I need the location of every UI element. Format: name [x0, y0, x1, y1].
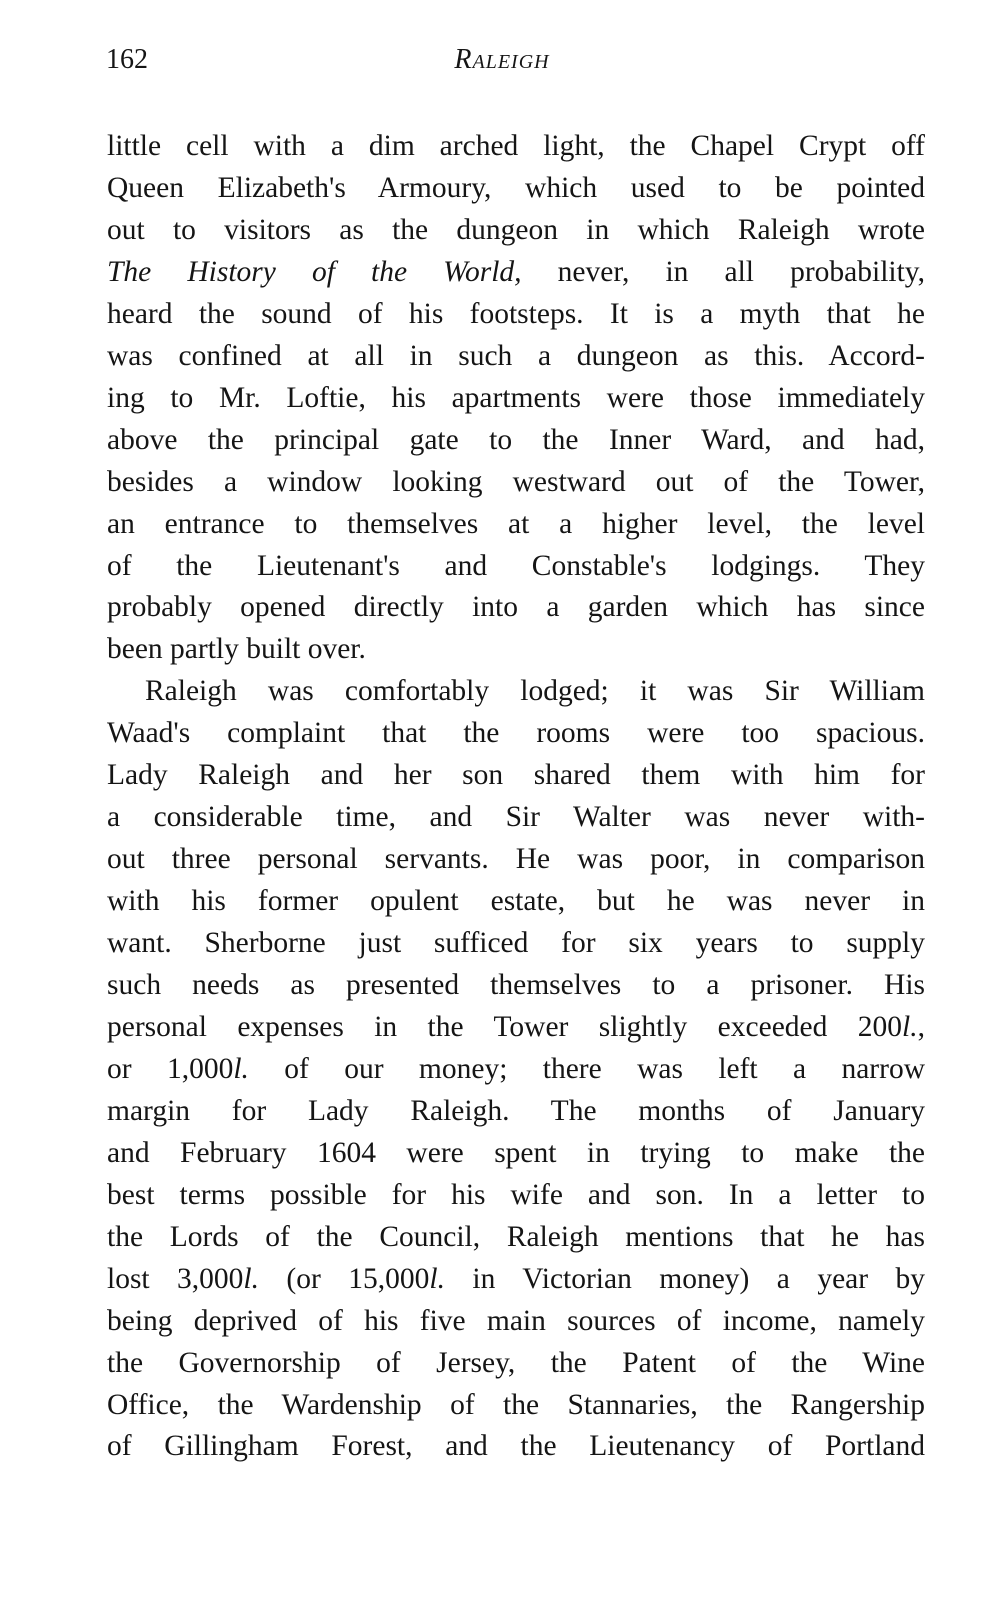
text-segment: or 1,000 — [107, 1052, 234, 1085]
text-line — [107, 1177, 925, 1213]
text-line — [107, 1051, 925, 1087]
italic-text: l. — [243, 1262, 259, 1295]
text-segment: (or 15,000 — [259, 1262, 430, 1295]
italic-text: l. — [233, 1052, 249, 1085]
text-segment: margin for Lady Raleigh. The months of January — [107, 1094, 925, 1127]
text-line — [107, 631, 925, 667]
text-segment: out to visitors as the dungeon in which Raleigh wrote — [107, 213, 925, 246]
text-line — [107, 673, 925, 709]
text-segment: out three personal servants. He was poor, in comparison — [107, 843, 925, 876]
text-segment: a considerable time, and Sir Walter was never with- — [107, 801, 925, 834]
text-line — [107, 338, 925, 374]
text-segment: an entrance to themselves at a higher level, the level — [107, 507, 925, 540]
text-line — [107, 254, 925, 290]
text-segment: Queen Elizabeth's Armoury, which used to be pointed — [107, 171, 925, 204]
text-segment: being deprived of his five main sources of income, namely — [107, 1304, 925, 1337]
text-segment: Lady Raleigh and her son shared them with him for — [107, 759, 925, 792]
text-segment: was confined at all in such a dungeon as this. Accord- — [107, 339, 925, 372]
text-segment: with his former opulent estate, but he was never in — [107, 885, 925, 918]
text-line — [107, 296, 925, 332]
text-line — [107, 1345, 925, 1381]
text-line — [107, 925, 925, 961]
text-segment: above the principal gate to the Inner Ward, and had, — [107, 423, 925, 456]
text-segment: Raleigh was comfortably lodged; it was Sir William — [145, 675, 925, 708]
running-head: Raleigh — [454, 44, 550, 75]
text-line — [107, 1261, 925, 1297]
text-segment: best terms possible for his wife and son. In a letter to — [107, 1178, 925, 1211]
page-number: 162 — [106, 44, 148, 75]
text-segment: of Gillingham Forest, and the Lieutenancy of Portland — [107, 1430, 925, 1463]
text-segment: want. Sherborne just sufficed for six years to supply — [107, 927, 925, 960]
text-segment: personal expenses in the Tower slightly exceeded 200 — [107, 1010, 903, 1043]
text-line — [107, 883, 925, 919]
text-line — [107, 715, 925, 751]
text-segment: been partly built over. — [107, 633, 366, 666]
text-segment: and February 1604 were spent in trying to make the — [107, 1136, 925, 1169]
italic-text: l. — [902, 1010, 918, 1043]
text-segment: lost 3,000 — [107, 1262, 244, 1295]
text-segment: little cell with a dim arched light, the Chapel Crypt off — [107, 130, 925, 162]
text-line — [107, 128, 925, 164]
text-line — [107, 212, 925, 248]
text-line — [107, 464, 925, 500]
text-line — [107, 1009, 925, 1045]
text-segment: never, in all probability, — [521, 255, 926, 288]
text-line — [107, 1428, 925, 1464]
text-line — [107, 799, 925, 835]
text-segment: such needs as presented themselves to a prisoner. His — [107, 969, 925, 1001]
text-segment: the Governorship of Jersey, the Patent of the Wine — [107, 1346, 925, 1379]
text-line — [107, 1303, 925, 1339]
italic-text: l. — [429, 1262, 445, 1295]
italic-text: The History of the World, — [107, 255, 522, 288]
text-segment: ing to Mr. Loftie, his apartments were those immediately — [107, 381, 925, 414]
text-segment: probably opened directly into a garden which has since — [107, 591, 925, 624]
text-segment: Office, the Wardenship of the Stannaries, the Rangership — [107, 1388, 925, 1421]
text-line — [107, 1093, 925, 1129]
text-segment: Waad's complaint that the rooms were too spacious. — [107, 717, 925, 750]
text-line — [107, 757, 925, 793]
text-line — [107, 1135, 925, 1171]
text-segment: , — [917, 1010, 925, 1043]
text-line — [107, 422, 925, 458]
text-line — [107, 589, 925, 625]
text-line — [107, 1387, 925, 1423]
text-line — [107, 380, 925, 416]
text-line — [107, 170, 925, 206]
text-line — [107, 967, 925, 1003]
text-segment: in Victorian money) a year by — [444, 1262, 925, 1295]
text-segment: besides a window looking westward out of the Tower, — [107, 465, 925, 498]
text-segment: of our money; there was left a narrow — [248, 1052, 926, 1085]
text-segment: the Lords of the Council, Raleigh mentions that he has — [107, 1220, 925, 1253]
text-line — [107, 841, 925, 877]
text-segment: of the Lieutenant's and Constable's lodgings. They — [107, 549, 925, 582]
text-segment: heard the sound of his footsteps. It is a myth that he — [107, 297, 925, 330]
text-line — [107, 506, 925, 542]
text-line — [107, 548, 925, 584]
text-line — [107, 1219, 925, 1255]
